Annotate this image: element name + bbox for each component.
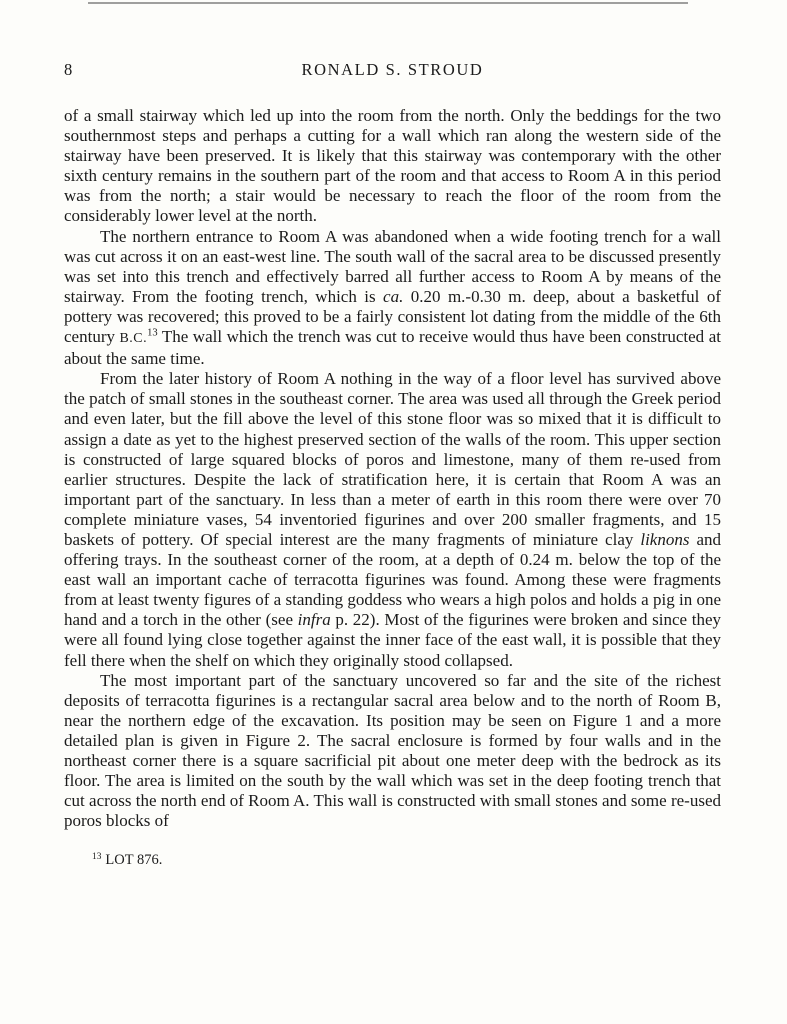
footnote [92, 851, 721, 869]
running-head: RONALD S. STROUD [301, 60, 484, 79]
paragraph [64, 227, 721, 370]
text-run: infra [297, 610, 331, 630]
text-run: of a small stairway which led up into the room from the north. Only the beddings for the two southernmost steps and perhaps a cutting for a wall which ran along the western side of the stairway have been preserved. It is likely that this stairway was contemporary with the other sixth century remains in the southern part of the room and that access to Room A in this period was from the north; a stair would be necessary to reach the floor of the room from the considerably lower level at the north. [64, 106, 721, 226]
text-run: B.C. [119, 331, 148, 347]
footnote-marker: 13 [92, 851, 102, 862]
page-header [64, 60, 721, 82]
text-run: p. 22). Most of the figurines were broken and since they were all found lying close together against the inner face of the east wall, it is possible that they fell there when the shelf on which they originally stood collapsed. [64, 610, 721, 670]
text-run: The wall which the trench was cut to receive would thus have been constructed at about the same time. [64, 327, 721, 369]
body-text [64, 106, 721, 831]
text-run: 0.20 m.-0.30 m. deep, about a basketful of pottery was recovered; this proved to be a fairly consistent lot dating from the middle of the 6th century [64, 286, 721, 347]
text-run: liknons [640, 529, 690, 549]
paragraph [64, 106, 721, 227]
paragraph [64, 671, 721, 832]
paragraph [64, 369, 721, 670]
text-run: and offering trays. In the southeast corner of the room, at a depth of 0.24 m. below the top of the east wall an important cache of terracotta figurines was found. Among these were fragments from at least twenty figures of a standing goddess who wears a high polos and holds a pig in one hand and a torch in the other (see [64, 529, 721, 630]
footnote-reference: 13 [147, 327, 158, 339]
text-run: The most important part of the sanctuary uncovered so far and the site of the richest deposits of terracotta figurines is a rectangular sacral area below and to the north of Room B, near the northern edge of the excavation. Its position may be seen on Figure 1 and a more detailed plan is given in Figure 2. The sacral enclosure is formed by four walls and in the northeast corner there is a square sacrificial pit about one meter deep with the bedrock as its floor. The area is limited on the south by the wall which was set in the deep footing trench that cut across the north end of Room A. This wall is constructed with small stones and some re-used poros blocks of [64, 670, 721, 831]
page-number: 8 [64, 60, 73, 79]
text-run: ca. [383, 286, 404, 306]
text-run: From the later history of Room A nothing in the way of a floor level has survived above the patch of small stones in the southeast corner. The area was used all through the Greek period and even later, but the fill above the level of this stone floor was so mixed that it is difficult to assign a date as yet to the highest preserved section of the walls of the room. This upper section is constructed of large squared blocks of poros and limestone, many of them re-used from earlier structures. Despite the lack of stratification here, it is certain that Room A was an important part of the sanctuary. In less than a meter of earth in this room there were over 70 complete miniature vases, 54 inventoried figurines and over 200 smaller fragments, and 15 baskets of pottery. Of special interest are the many fragments of miniature clay [64, 369, 721, 549]
footnote-text: LOT 876. [105, 852, 163, 869]
text-run: The northern entrance to Room A was abandoned when a wide footing trench for a wall was cut across it on an east-west line. The south wall of the sacral area to be discussed presently was set into this trench and effectively barred all further access to Room A by means of the stairway. From the footing trench, which is [64, 226, 721, 306]
scan-artifact-line [88, 2, 688, 4]
